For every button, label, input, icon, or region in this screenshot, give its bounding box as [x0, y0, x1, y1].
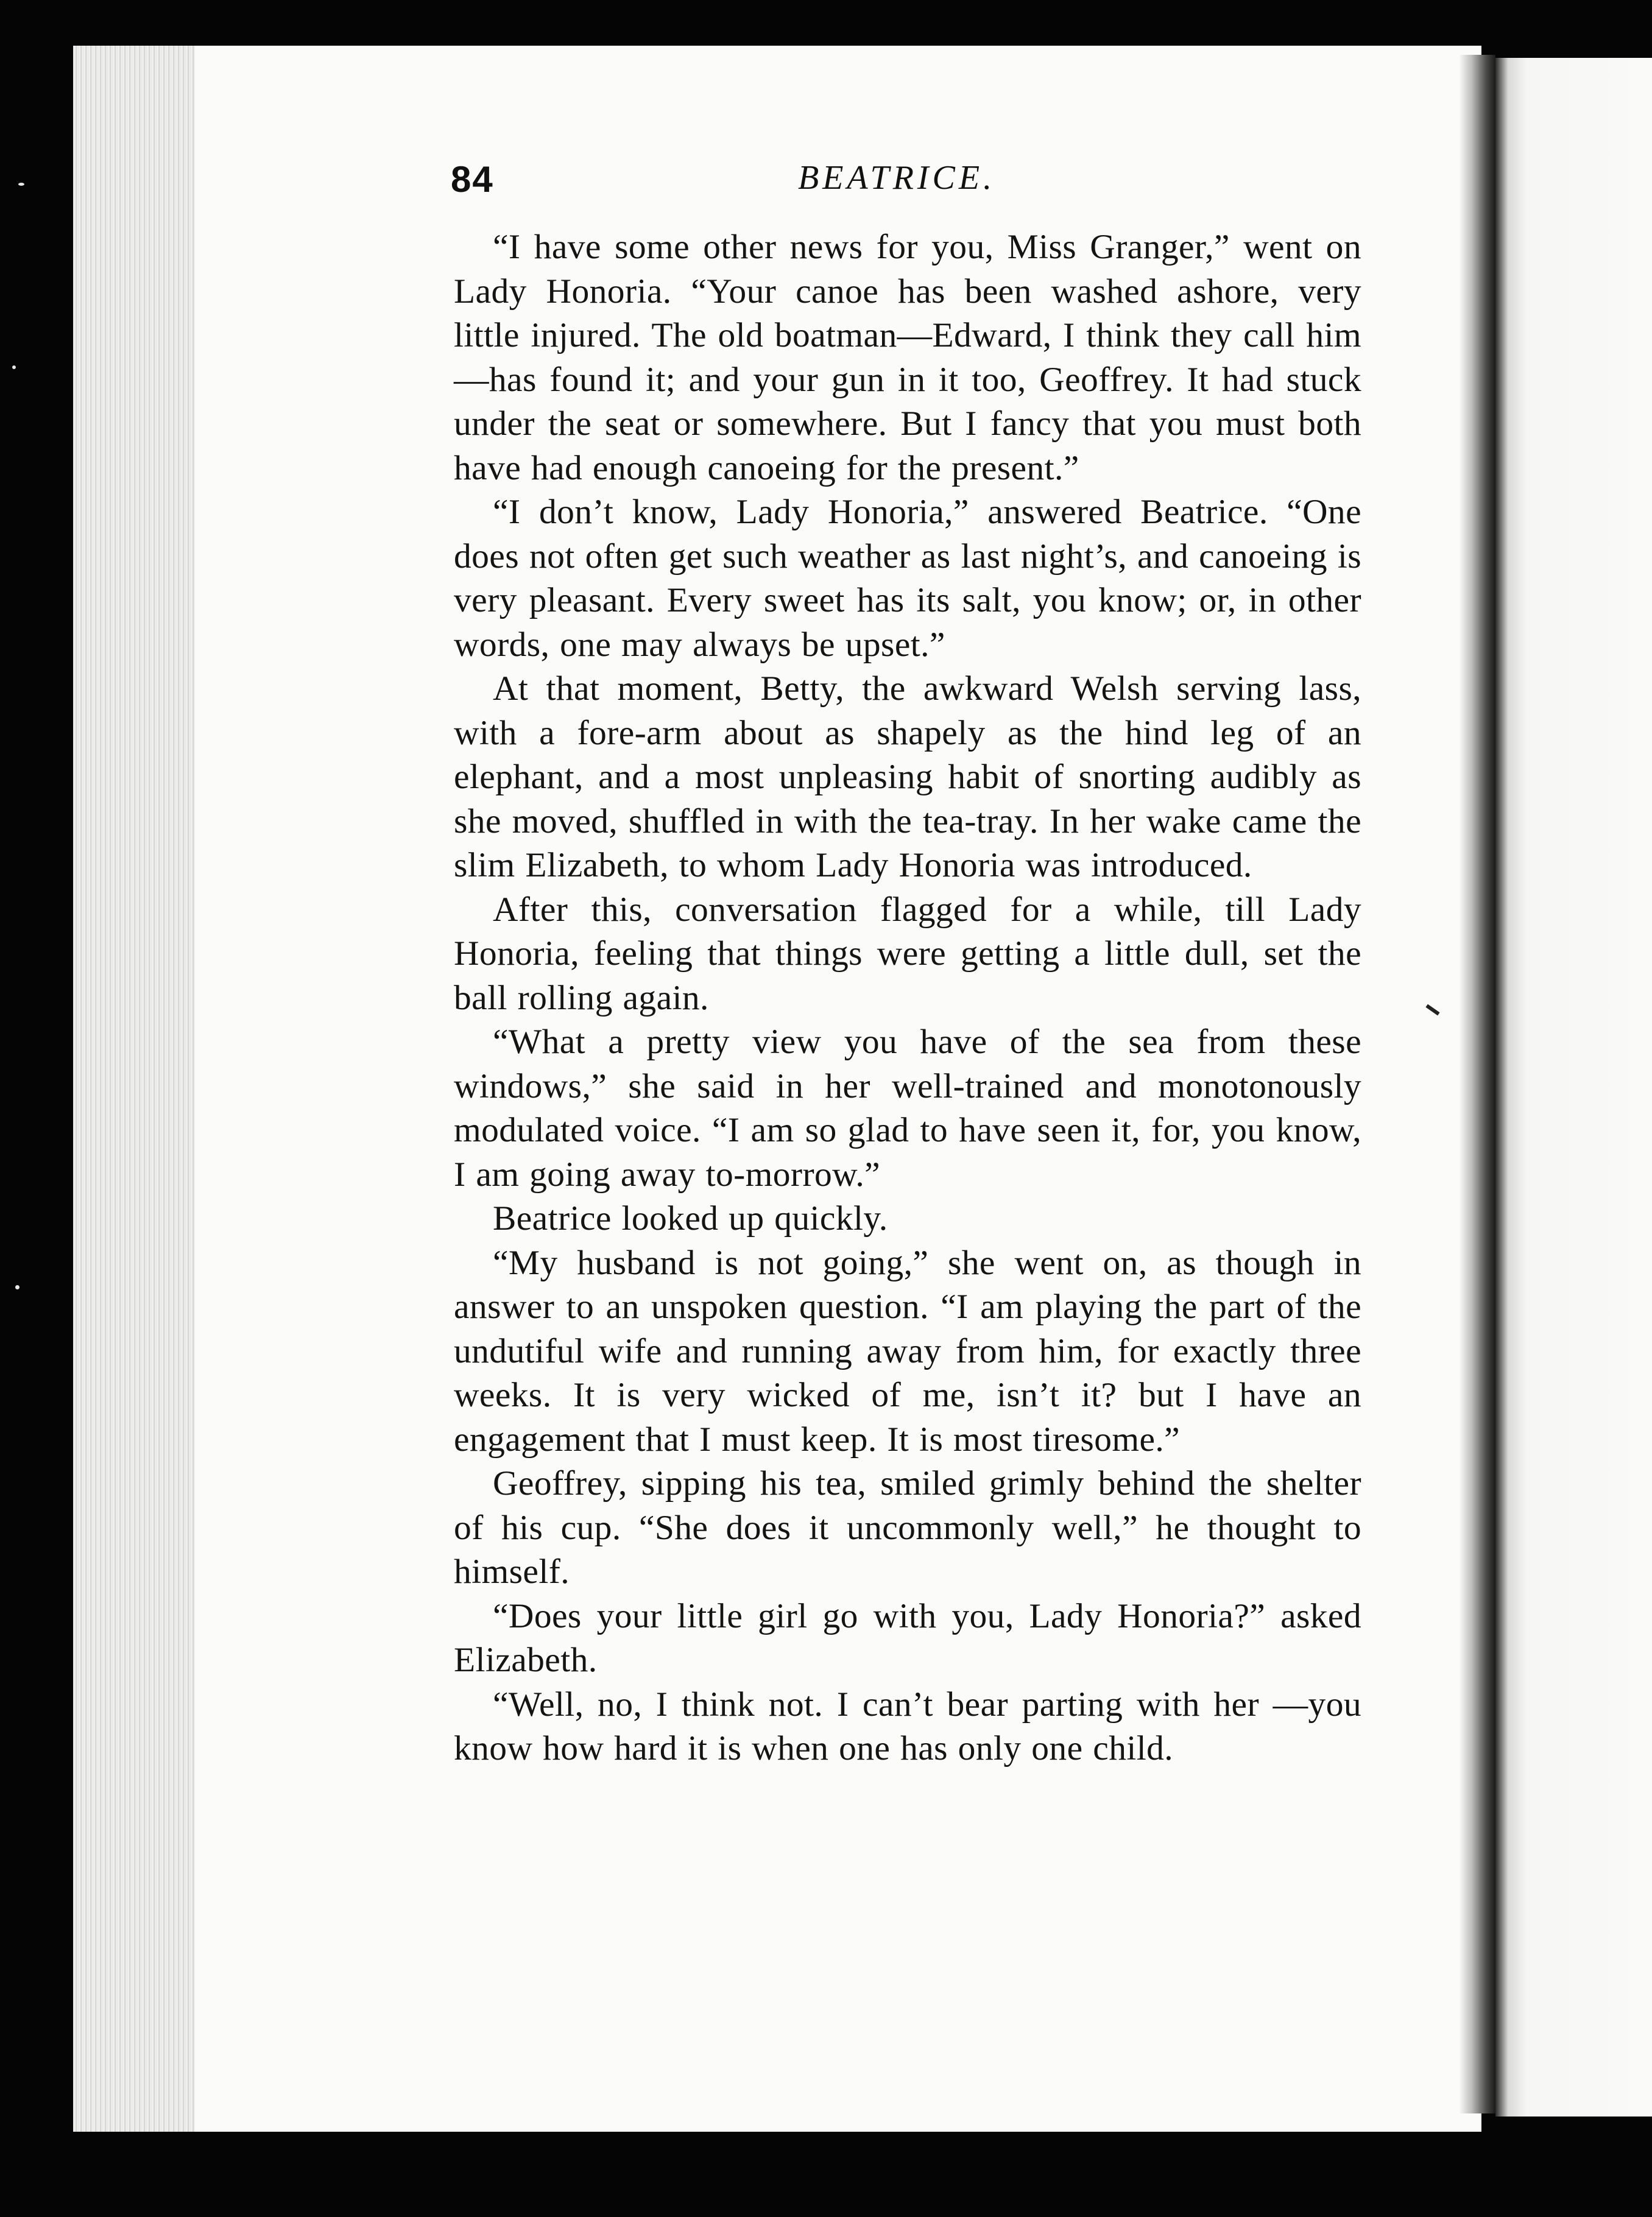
paragraph: Beatrice looked up quickly.: [493, 1199, 888, 1238]
paragraph: At that moment, Betty, the awkward Welsh serving lass, with a fore-arm about as shapely as the hind leg of an elephant, and a most unpleasing habit of snorting audibly as she moved, shuffled in with the tea-tray. In her wake came the slim Elizabeth, to whom Lady Honoria was introduced.: [454, 669, 1361, 884]
page-header: [451, 146, 1377, 213]
paragraph: “What a pretty view you have of the sea from these windows,” she said in her well-trained and monotonously modulated voice. “I am so glad to have seen it, for, you know, I am going away to-morrow.”: [454, 1023, 1361, 1194]
paragraph: “Well, no, I think not. I can’t bear parting with her —you know how hard it is when one has only one child.: [454, 1685, 1361, 1768]
running-title: BEATRICE.: [798, 159, 996, 197]
facing-page: [1495, 58, 1652, 2117]
paragraph: After this, conversation flagged for a while, till Lady Honoria, feeling that things were getting a little dull, set the ball rolling again.: [454, 890, 1361, 1017]
scan-speck: [12, 365, 16, 369]
book-gutter: [1459, 55, 1495, 2113]
scan-speck: [15, 1285, 19, 1289]
body-text: [454, 225, 1361, 1967]
paragraph: Geoffrey, sipping his tea, smiled grimly behind the shelter of his cup. “She does it uncommonly well,” he thought to himself.: [454, 1464, 1361, 1591]
paragraph: “I don’t know, Lady Honoria,” answered Beatrice. “One does not often get such weather as last night’s, and canoeing is very pleasant. Every sweet has its salt, you know; or, in other words, one may always be upset.”: [454, 493, 1361, 664]
paragraph: “My husband is not going,” she went on, as though in answer to an unspoken question. “I am playing the part of the undutiful wife and running away from him, for exactly three weeks. It is very wicked of me, isn’t it? but I have an engagement that I must keep. It is most tiresome.”: [454, 1243, 1361, 1459]
page-edges: [73, 46, 196, 2132]
paragraph: “Does your little girl go with you, Lady Honoria?” asked Elizabeth.: [454, 1596, 1361, 1679]
scan-speck: [18, 183, 24, 186]
paragraph: “I have some other news for you, Miss Granger,” went on Lady Honoria. “Your canoe has been washed ashore, very little injured. The old boatman—Edward, I think they call him—has found it; and your gun in it too, Geoffrey. It had stuck under the seat or somewhere. But I fancy that you must both have had enough canoeing for the present.”: [454, 228, 1361, 487]
page-number: 84: [451, 159, 494, 200]
